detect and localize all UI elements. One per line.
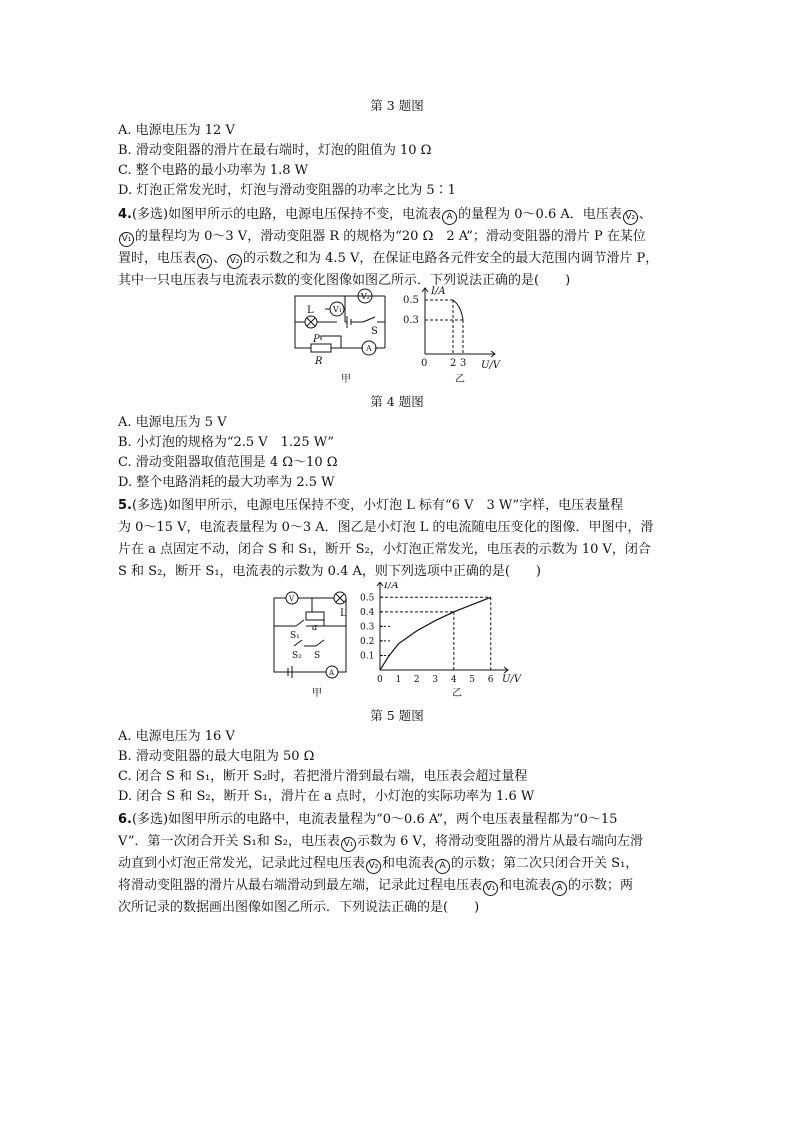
q4-x-tick: 2: [450, 358, 457, 369]
q5-x-axis-label: U/V: [502, 674, 522, 685]
q5-x-tick: 0: [377, 675, 383, 685]
voltmeter-v1-symbol: V₁: [483, 881, 498, 896]
q3-option-a: A. 电源电压为 12 V: [118, 123, 235, 138]
voltmeter-v2-symbol: V₂: [366, 859, 381, 874]
voltmeter-v1-symbol: V₁: [341, 837, 356, 852]
q5-y-axis-label: I/A: [384, 582, 399, 591]
q3-figure-caption: 第 3 题图: [370, 98, 424, 113]
svg-text:A: A: [366, 344, 372, 353]
q4-figures: [285, 286, 515, 386]
q4-figure-caption: 第 4 题图: [370, 394, 424, 409]
ammeter-symbol: A: [552, 881, 567, 896]
q4-x-tick: 0: [421, 358, 428, 369]
q5-option-c: C. 闭合 S 和 S₁，断开 S₂时，若把滑片滑到最右端，电压表会超过量程: [118, 769, 528, 784]
q5-stem-line-3: 片在 a 点固定不动，闭合 S 和 S₁，断开 S₂，小灯泡正常发光，电压表的示数为 10 V，闭合: [118, 542, 651, 557]
q4-curve: [453, 300, 463, 320]
q5-stem-line-2: 为 0～15 V，电流表量程为 0～3 A．图乙是小灯泡 L 的电流随电压变化的图像．甲图中，滑: [118, 520, 654, 535]
q5-s1-label: S₁: [290, 631, 300, 641]
q5-x-tick: 4: [450, 675, 457, 685]
q4-stem-line-3: 置时，电压表 V₁ 、 V₂ 的示数之和为 4.5 V，在保证电路各元件安全的最大范围内调节滑片 P，: [118, 249, 658, 269]
q5-figure-caption: 第 5 题图: [370, 708, 424, 723]
q4-lamp-label: L: [307, 305, 314, 316]
q5-x-tick: 1: [395, 675, 402, 685]
voltmeter-v2-symbol: V₂: [623, 210, 638, 225]
q4-stem-line-2: V₁ 的量程均为 0～3 V，滑动变阻器 R 的规格为“20 Ω 2 A”；滑动变阻器的滑片 P 在某位: [118, 227, 646, 247]
q5-iu-curve: [380, 597, 491, 670]
q5-y-tick: 0.5: [360, 593, 375, 604]
q5-s2-label: S₂: [292, 651, 302, 661]
voltmeter-v2-symbol: V₂: [227, 254, 242, 269]
q4-label-jia: 甲: [341, 374, 351, 385]
q6-stem-line-5: 次所记录的数据画出图像如图乙所示．下列说法正确的是( ): [118, 900, 480, 915]
q5-x-tick: 3: [432, 675, 439, 685]
q5-y-tick: 0.1: [360, 651, 375, 662]
q4-x-axis-label: U/V: [481, 360, 501, 371]
q4-stem-line-4: 其中一只电压表与电流表示数的变化图像如图乙所示．下列说法正确的是( ): [118, 273, 571, 288]
q6-stem-line-4: 将滑动变阻器的滑片从最右端滑动到最左端，记录此过程电压表 V₁ 和电流表 A 的示数；两: [118, 876, 633, 896]
q4-option-d: D. 整个电路消耗的最大功率为 2.5 W: [118, 475, 335, 490]
q5-stem-line-4: S 和 S₂，断开 S₁，电流表的示数为 0.4 A，则下列选项中正确的是( ): [118, 564, 542, 579]
q3-option-d: D. 灯泡正常发光时，灯泡与滑动变阻器的功率之比为 5∶1: [118, 183, 456, 198]
q5-figures: [268, 582, 528, 702]
q5-switch-s1: [296, 620, 304, 626]
q5-rheostat: [306, 612, 324, 620]
voltmeter-v1-symbol: V₁: [119, 232, 134, 247]
q3-option-c: C. 整个电路的最小功率为 1.8 W: [118, 163, 309, 178]
q3-option-b: B. 滑动变阻器的滑片在最右端时，灯泡的阻值为 10 Ω: [118, 143, 432, 158]
q4-option-b: B. 小灯泡的规格为“2.5 V 1.25 W”: [118, 435, 334, 450]
q5-x-tick: 5: [469, 675, 476, 685]
q5-label-yi: 乙: [452, 688, 462, 699]
q5-option-b: B. 滑动变阻器的最大电阻为 50 Ω: [118, 749, 315, 764]
ammeter-symbol: A: [442, 210, 457, 225]
q4-switch-label: S: [371, 326, 378, 337]
q6-stem-line-3: 动直到小灯泡正常发光，记录此过程电压表 V₂ 和电流表 A 的示数；第二次只闭合开关 S₁，: [118, 854, 638, 874]
q4-rheostat: [311, 344, 331, 352]
q5-stem-line-1: 5.(多选)如图甲所示，电源电压保持不变，小灯泡 L 标有“6 V 3 W”字样，电压表量程: [118, 498, 624, 513]
q4-option-a: A. 电源电压为 5 V: [118, 415, 227, 430]
svg-text:V₂: V₂: [361, 292, 370, 301]
q5-y-tick: 0.3: [360, 622, 375, 633]
svg-text:V₁: V₁: [333, 305, 342, 314]
q4-slider-label: P: [313, 334, 320, 345]
q5-option-a: A. 电源电压为 16 V: [118, 729, 235, 744]
q4-number: 4.: [118, 207, 132, 222]
q4-stem-line-1: 4.(多选)如图甲所示的电路，电源电压保持不变，电流表 A 的量程为 0～0.6 A．电压表 V₂ 、: [118, 205, 652, 225]
voltmeter-v1-symbol: V₁: [197, 254, 212, 269]
q4-x-tick: 3: [460, 358, 467, 369]
q5-x-tick: 2: [413, 675, 420, 685]
q4-y-axis-label: I/A: [431, 286, 446, 297]
q4-y-tick: 0.3: [403, 315, 419, 326]
q5-lamp-label: L: [340, 608, 347, 619]
q6-stem-line-1: 6.(多选)如图甲所示的电路中，电流表量程为“0～0.6 A”，两个电压表量程都为“0～15: [118, 812, 618, 827]
q5-point-a: a: [312, 623, 318, 633]
q4-option-c: C. 滑动变阻器取值范围是 4 Ω～10 Ω: [118, 455, 338, 470]
q4-y-tick: 0.5: [403, 295, 419, 306]
q5-y-tick: 0.4: [360, 607, 375, 618]
q5-s-label: S: [314, 651, 321, 661]
q4-label-yi: 乙: [455, 374, 465, 385]
q5-switch-s: [316, 640, 324, 646]
q5-option-d: D. 闭合 S 和 S₂，断开 S₁，滑片在 a 点时，小灯泡的实际功率为 1.6 W: [118, 789, 535, 804]
q4-switch: [363, 317, 375, 322]
q5-iu-chart: [360, 582, 523, 685]
q5-number: 5.: [118, 498, 132, 513]
svg-text:V: V: [289, 595, 295, 603]
q5-y-tick: 0.2: [360, 636, 375, 647]
q4-resistor-label: R: [315, 356, 323, 367]
svg-text:A: A: [329, 669, 335, 677]
ammeter-symbol: A: [435, 859, 450, 874]
q6-number: 6.: [118, 812, 132, 827]
q5-circuit-frame: [274, 598, 346, 672]
q5-label-jia: 甲: [312, 688, 322, 699]
q5-x-tick: 6: [487, 675, 494, 685]
q6-stem-line-2: V”．第一次闭合开关 S₁和 S₂，电压表 V₁ 示数为 6 V，将滑动变阻器的滑片从最右端向左滑: [118, 832, 643, 852]
